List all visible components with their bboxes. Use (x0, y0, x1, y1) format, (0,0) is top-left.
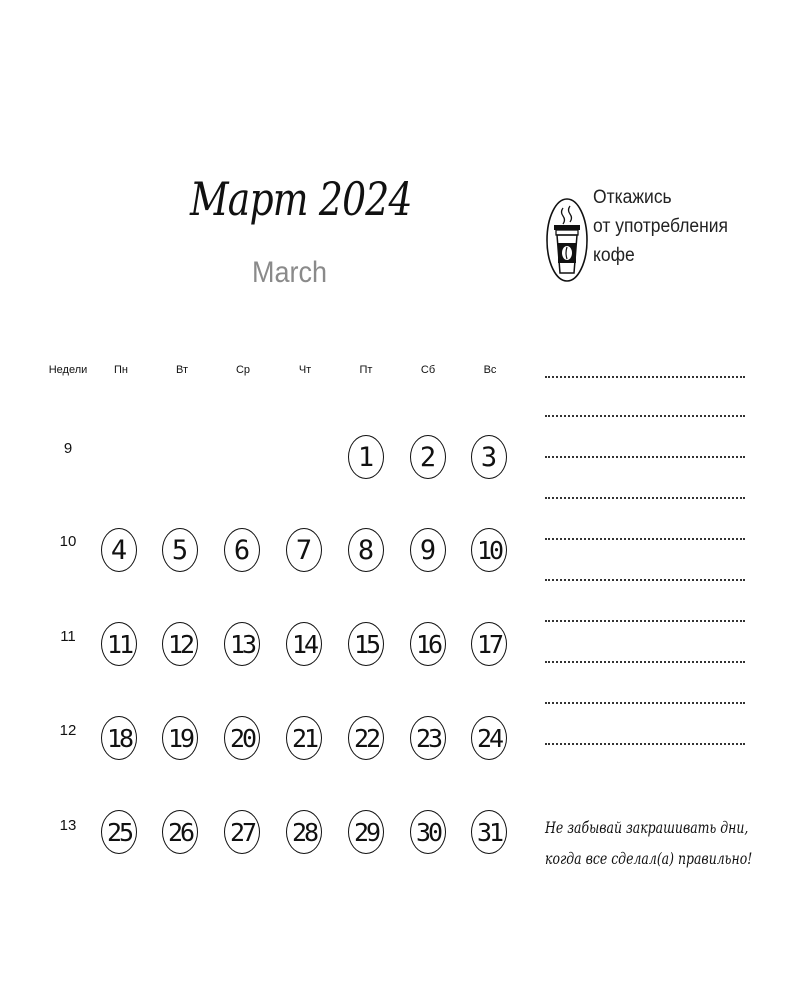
week-number: 9 (63, 440, 73, 457)
footer-line: Не забывай закрашивать дни, (545, 818, 749, 837)
weekday-header: Пт (359, 364, 373, 376)
day-cell[interactable]: 26 (162, 810, 198, 854)
day-cell[interactable]: 12 (162, 622, 198, 666)
day-cell[interactable]: 4 (101, 528, 137, 572)
week-column-header: Недели (48, 364, 88, 376)
footer-line: когда все сделал(а) правильно! (545, 849, 753, 868)
day-cell[interactable]: 2 (410, 435, 446, 479)
week-number: 11 (60, 628, 76, 645)
day-cell[interactable]: 11 (101, 622, 137, 666)
note-line[interactable] (545, 702, 745, 704)
day-cell[interactable]: 24 (471, 716, 507, 760)
day-cell[interactable]: 31 (471, 810, 507, 854)
note-line[interactable] (545, 538, 745, 540)
note-line[interactable] (545, 497, 745, 499)
note-line[interactable] (545, 456, 745, 458)
day-cell[interactable]: 28 (286, 810, 322, 854)
weekday-header: Чт (298, 364, 312, 376)
week-number: 12 (59, 722, 77, 739)
note-line[interactable] (545, 661, 745, 663)
note-line[interactable] (545, 376, 745, 378)
day-cell[interactable]: 1 (348, 435, 384, 479)
challenge-line: Откажись (593, 187, 672, 208)
weekday-header: Пн (114, 364, 128, 376)
weekday-header: Сб (420, 364, 436, 376)
note-line[interactable] (545, 579, 745, 581)
day-cell[interactable]: 16 (410, 622, 446, 666)
day-cell[interactable]: 29 (348, 810, 384, 854)
day-cell[interactable]: 9 (410, 528, 446, 572)
weekday-header: Вт (175, 364, 188, 376)
week-number: 10 (59, 533, 77, 550)
note-line[interactable] (545, 415, 745, 417)
note-line[interactable] (545, 743, 745, 745)
challenge-line: от употребления (593, 216, 729, 237)
page-title: Март 2024 (190, 172, 412, 226)
footer-reminder (545, 812, 753, 874)
day-cell[interactable]: 23 (410, 716, 446, 760)
day-cell[interactable]: 19 (162, 716, 198, 760)
day-cell[interactable]: 22 (348, 716, 384, 760)
day-cell[interactable]: 10 (471, 528, 507, 572)
day-cell[interactable]: 25 (101, 810, 137, 854)
coffee-cup-icon (545, 196, 589, 284)
week-number: 13 (59, 817, 77, 834)
day-cell[interactable]: 14 (286, 622, 322, 666)
day-cell[interactable]: 13 (224, 622, 260, 666)
day-cell[interactable]: 17 (471, 622, 507, 666)
page-subtitle: March (252, 256, 328, 289)
day-cell[interactable]: 20 (224, 716, 260, 760)
day-cell[interactable]: 21 (286, 716, 322, 760)
day-cell[interactable]: 8 (348, 528, 384, 572)
weekday-header: Вс (483, 364, 497, 376)
challenge-text (593, 183, 777, 270)
day-cell[interactable]: 6 (224, 528, 260, 572)
challenge-line: кофе (593, 245, 635, 266)
day-cell[interactable]: 5 (162, 528, 198, 572)
day-cell[interactable]: 15 (348, 622, 384, 666)
note-line[interactable] (545, 620, 745, 622)
weekday-header: Ср (235, 364, 251, 376)
day-cell[interactable]: 7 (286, 528, 322, 572)
day-cell[interactable]: 27 (224, 810, 260, 854)
day-cell[interactable]: 3 (471, 435, 507, 479)
day-cell[interactable]: 18 (101, 716, 137, 760)
day-cell[interactable]: 30 (410, 810, 446, 854)
